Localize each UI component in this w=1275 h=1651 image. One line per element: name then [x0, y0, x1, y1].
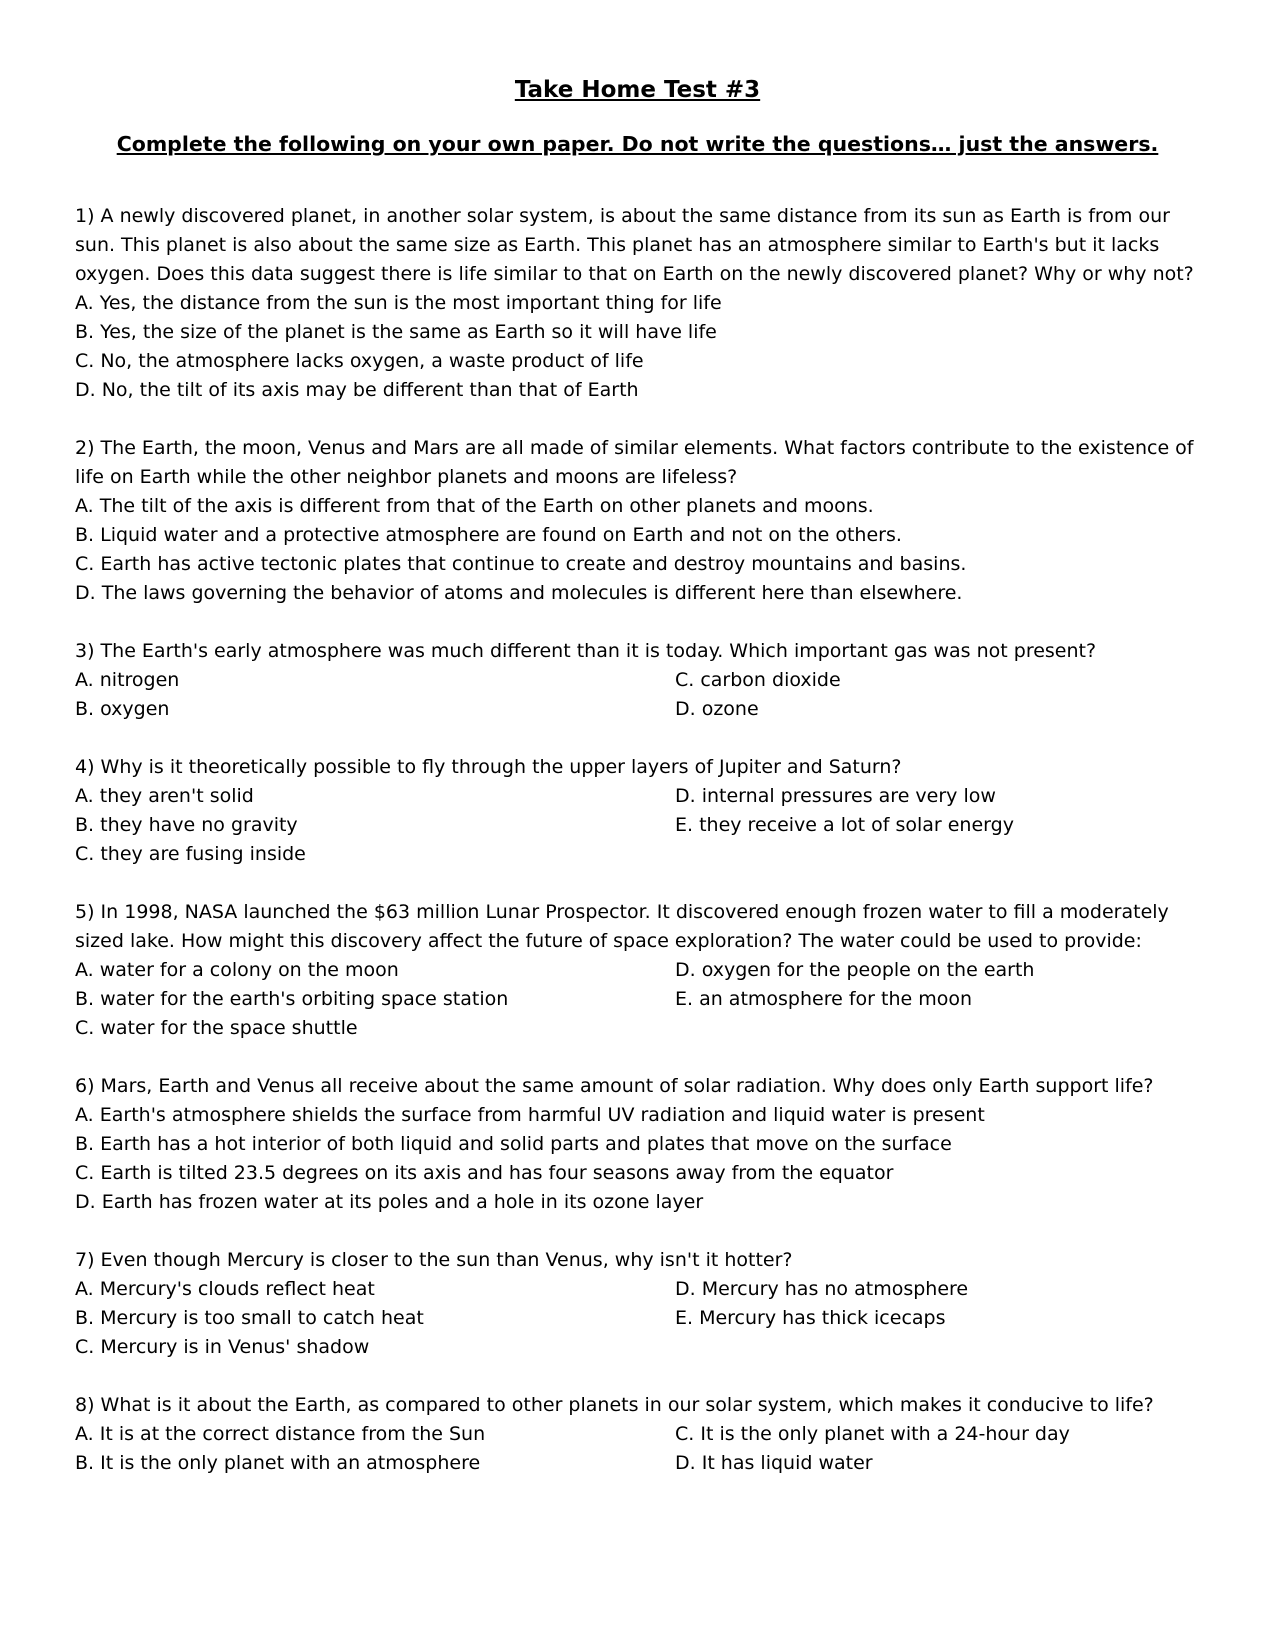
- test-page: [75, 72, 1200, 1478]
- answer-option: B. Earth has a hot interior of both liquid and solid parts and plates that move on the surface: [75, 1133, 952, 1155]
- answer-option: B. Yes, the size of the planet is the same as Earth so it will have life: [75, 321, 717, 343]
- instructions: Complete the following on your own paper. Do not write the questions… just the answers.: [116, 132, 1159, 156]
- answer-option: D. No, the tilt of its axis may be different than that of Earth: [75, 379, 639, 401]
- question-1: [75, 202, 1200, 405]
- answer-option: A. Mercury's clouds reflect heat: [75, 1278, 375, 1300]
- answer-option: B. water for the earth's orbiting space station: [75, 988, 509, 1010]
- answer-option: C. It is the only planet with a 24-hour day: [675, 1423, 1070, 1445]
- question-3: [75, 637, 1200, 724]
- question-text: 6) Mars, Earth and Venus all receive about the same amount of solar radiation. Why does only Earth support life?: [75, 1075, 1154, 1097]
- answer-option: A. they aren't solid: [75, 785, 254, 807]
- answer-options: [75, 289, 1200, 405]
- question-2: [75, 434, 1200, 608]
- answer-option: E. an atmosphere for the moon: [675, 988, 973, 1010]
- answer-options: [75, 1420, 1200, 1478]
- answer-option: C. Earth is tilted 23.5 degrees on its axis and has four seasons away from the equator: [75, 1162, 894, 1184]
- question-list: [75, 202, 1200, 1478]
- answer-option: E. they receive a lot of solar energy: [675, 814, 1014, 836]
- question-text: 1) A newly discovered planet, in another solar system, is about the same distance from its sun as Earth is from our sun. This planet is also about the same size as Earth. This planet has an atmosphere similar to Earth's but it lacks oxygen. Does this data suggest there is life similar to that on Earth on the newly discovered planet? Why or why not?: [75, 205, 1194, 285]
- answer-option: D. Earth has frozen water at its poles and a hole in its ozone layer: [75, 1191, 704, 1213]
- answer-option: D. The laws governing the behavior of atoms and molecules is different here than elsewhere.: [75, 582, 963, 604]
- answer-option: D. It has liquid water: [675, 1452, 873, 1474]
- answer-option: D. Mercury has no atmosphere: [675, 1278, 969, 1300]
- question-text: 4) Why is it theoretically possible to fly through the upper layers of Jupiter and Saturn?: [75, 756, 902, 778]
- answer-options: [75, 1101, 1200, 1217]
- answer-option: B. they have no gravity: [75, 814, 298, 836]
- question-text: 2) The Earth, the moon, Venus and Mars are all made of similar elements. What factors contribute to the existence of life on Earth while the other neighbor planets and moons are lifeless?: [75, 437, 1194, 488]
- question-7: [75, 1246, 1200, 1362]
- answer-option: A. nitrogen: [75, 669, 180, 691]
- answer-option: C. No, the atmosphere lacks oxygen, a waste product of life: [75, 350, 644, 372]
- answer-options: [75, 492, 1200, 608]
- answer-option: D. oxygen for the people on the earth: [675, 959, 1035, 981]
- answer-options: [75, 666, 1200, 724]
- question-text: 7) Even though Mercury is closer to the sun than Venus, why isn't it hotter?: [75, 1249, 793, 1271]
- answer-option: E. Mercury has thick icecaps: [675, 1307, 946, 1329]
- question-text: 3) The Earth's early atmosphere was much different than it is today. Which important gas was not present?: [75, 640, 1097, 662]
- question-6: [75, 1072, 1200, 1217]
- question-5: [75, 898, 1200, 1043]
- answer-option: B. Mercury is too small to catch heat: [75, 1307, 424, 1329]
- answer-option: C. carbon dioxide: [675, 669, 841, 691]
- answer-option: D. internal pressures are very low: [675, 785, 996, 807]
- answer-option: C. they are fusing inside: [75, 843, 306, 865]
- answer-options: [75, 1275, 1200, 1362]
- answer-option: B. Liquid water and a protective atmosphere are found on Earth and not on the others.: [75, 524, 902, 546]
- answer-option: A. It is at the correct distance from the Sun: [75, 1423, 486, 1445]
- answer-option: A. The tilt of the axis is different from that of the Earth on other planets and moons.: [75, 495, 874, 517]
- answer-option: C. Earth has active tectonic plates that continue to create and destroy mountains and basins.: [75, 553, 967, 575]
- answer-option: B. It is the only planet with an atmosphere: [75, 1452, 481, 1474]
- answer-option: D. ozone: [675, 698, 759, 720]
- answer-option: B. oxygen: [75, 698, 170, 720]
- answer-options: [75, 956, 1200, 1043]
- question-text: 8) What is it about the Earth, as compared to other planets in our solar system, which makes it conducive to life?: [75, 1394, 1154, 1416]
- question-4: [75, 753, 1200, 869]
- question-8: [75, 1391, 1200, 1478]
- page-title: Take Home Test #3: [514, 77, 761, 103]
- answer-options: [75, 782, 1200, 869]
- answer-option: C. Mercury is in Venus' shadow: [75, 1336, 370, 1358]
- answer-option: A. water for a colony on the moon: [75, 959, 399, 981]
- answer-option: A. Earth's atmosphere shields the surface from harmful UV radiation and liquid water is present: [75, 1104, 985, 1126]
- answer-option: C. water for the space shuttle: [75, 1017, 358, 1039]
- answer-option: A. Yes, the distance from the sun is the most important thing for life: [75, 292, 722, 314]
- question-text: 5) In 1998, NASA launched the $63 million Lunar Prospector. It discovered enough frozen water to fill a moderately sized lake. How might this discovery affect the future of space exploration? The water could be used to provide:: [75, 901, 1169, 952]
